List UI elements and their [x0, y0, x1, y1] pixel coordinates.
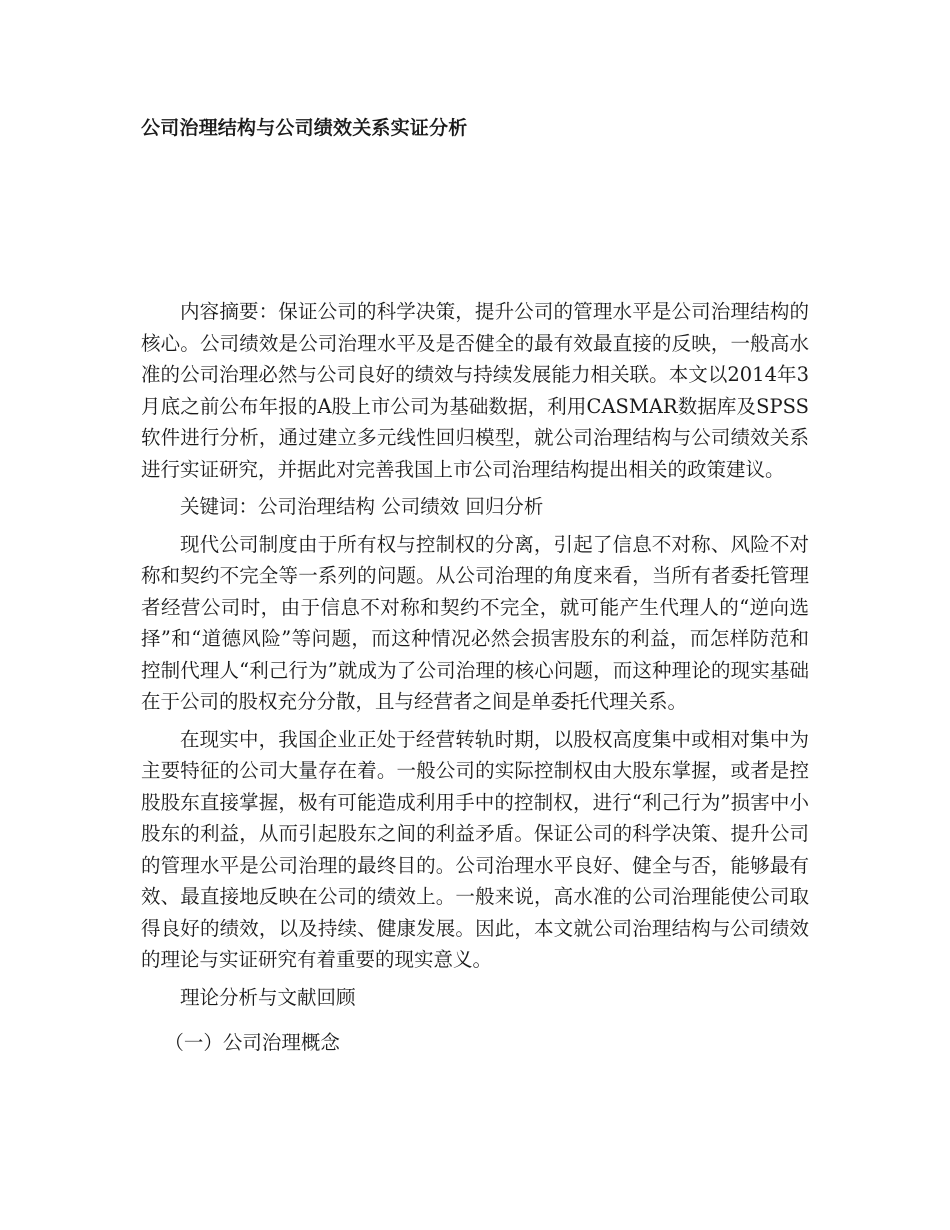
section-heading: 理论分析与文献回顾	[180, 985, 356, 1009]
keywords-paragraph: 关键词：公司治理结构 公司绩效 回归分析	[180, 495, 544, 518]
body-paragraph: 在现实中，我国企业正处于经营转轨时期，以股权高度集中或相对集中为主要特征的公司大量存在着。一般公司的实际控制权由大股东掌握，或者是控股股东直接掌握，极有可能造成利用手中的控制权，进行“利己行为”损害中小股东的利益，从而引起股东之间的利益矛盾。保证公司的科学决策、提升公司的管理水平是公司治理的最终目的。公司治理水平良好、健全与否，能够最有效、最直接地反映在公司的绩效上。一般来说，高水准的公司治理能使公司取得良好的绩效，以及持续、健康发展。因此，本文就公司治理结构与公司绩效的理论与实证研究有着重要的现实意义。	[141, 727, 809, 971]
abstract-paragraph: 内容摘要：保证公司的科学决策，提升公司的管理水平是公司治理结构的核心。公司绩效是公司治理水平及是否健全的最有效最直接的反映，一般高水准的公司治理必然与公司良好的绩效与持续发展能力相关联。本文以2014年3月底之前公布年报的A股上市公司为基础数据，利用CASMAR数据库及SPSS软件进行分析，通过建立多元线性回归模型，就公司治理结构与公司绩效关系进行实证研究，并据此对完善我国上市公司治理结构提出相关的政策建议。	[141, 300, 809, 481]
body-paragraph: 现代公司制度由于所有权与控制权的分离，引起了信息不对称、风险不对称和契约不完全等一系列的问题。从公司治理的角度来看，当所有者委托管理者经营公司时，由于信息不对称和契约不完全，就可能产生代理人的“逆向选择”和“道德风险”等问题，而这种情况必然会损害股东的利益，而怎样防范和控制代理人“利己行为”就成为了公司治理的核心问题，而这种理论的现实基础在于公司的股权充分分散，且与经营者之间是单委托代理关系。	[141, 532, 809, 713]
document-body	[141, 296, 809, 1059]
document-title: 公司治理结构与公司绩效关系实证分析	[141, 117, 468, 139]
subsection-heading: （一）公司治理概念	[164, 1031, 340, 1054]
